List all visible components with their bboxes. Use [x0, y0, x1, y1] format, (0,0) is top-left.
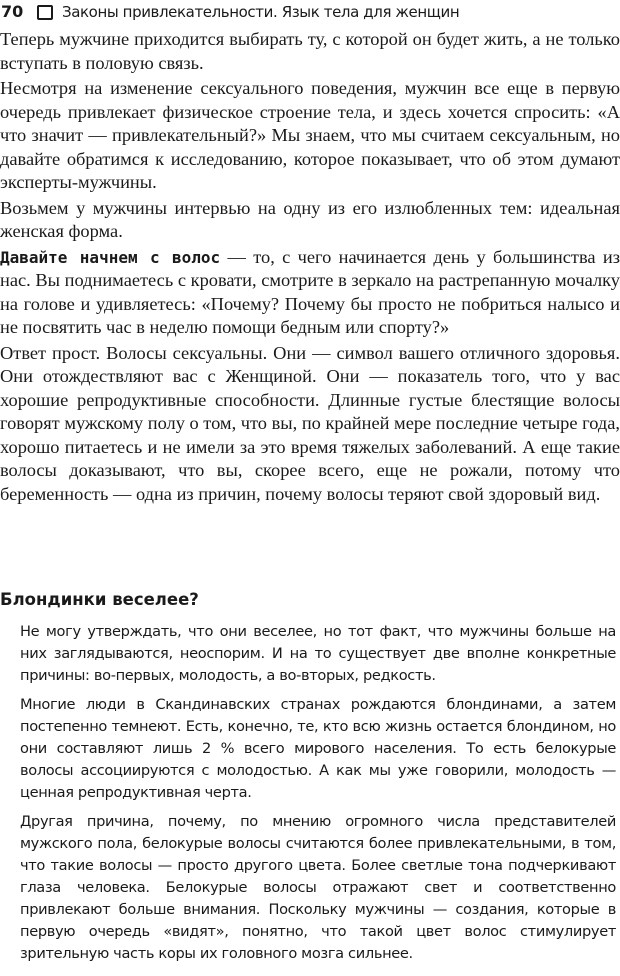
page-header [0, 0, 620, 24]
paragraph-1: Теперь мужчине приходится выбирать ту, с которой он будет жить, а не только вступать в половую связь. [0, 29, 620, 73]
paragraph-4-text: — то, с чего начинается день у большинства из нас. Вы поднимаетесь с кровати, смотрите в зеркало на растрепанную мочалку на голове и удивляетесь: «Почему? Почему бы просто не побриться налысо и не посвятить час в неделю помощи бедным или спорту?» [0, 246, 620, 337]
sidebar-paragraph-3: Другая причина, почему, по мнению огромного числа представителей мужского пола, белокурые волосы считаются более привлекательными, в том, что такие волосы — просто другого цвета. Более светлые тона подчеркивают глаза человека. Белокурые волосы отражают свет и соответственно привлекают больше внимания. Поскольку мужчины — создания, которые в первую очередь «видят», понятно, что такой цвет волос стимулирует зрительную часть коры их головного мозга сильнее. [20, 813, 616, 962]
main-text [0, 28, 620, 506]
paragraph-2: Несмотря на изменение сексуального поведения, мужчин все еще в первую очередь привлекает физическое строение тела, и здесь хочется спросить: «А что значит — привлекательный?» Мы знаем, что мы считаем сексуальным, но давайте обратимся к исследованию, которое показывает, что об этом думают эксперты-мужчины. [0, 78, 620, 192]
running-title: Законы привлекательности. Язык тела для женщин [62, 3, 460, 21]
paragraph-3: Возьмем у мужчины интервью на одну из его излюбленных тем: идеальная женская форма. [0, 197, 620, 241]
sidebar-text [20, 621, 616, 965]
sidebar-paragraph-1: Не могу утверждать, что они веселее, но тот факт, что мужчины больше на них заглядываются, неоспорим. И на то существует две вполне конкретные причины: во-первых, молодость, а во-вторых, редкость. [20, 623, 616, 684]
paragraph-4-lead: Давайте начнем с волос [0, 247, 221, 267]
paragraph-4 [0, 246, 620, 340]
sidebar-paragraph-2: Многие люди в Скандинавских странах рождаются блондинами, а затем постепенно темнеют. Есть, конечно, те, кто всю жизнь остается блондином, но они составляют лишь 2 % всего мирового населения. То есть белокурые волосы ассоциируются с молодостью. А как мы уже говорили, молодость — ценная репродуктивная черта. [20, 696, 616, 801]
page-number: 70 [1, 2, 24, 21]
checkbox-square-icon [37, 5, 53, 20]
paragraph-5: Ответ прост. Волосы сексуальны. Они — символ вашего отличного здоровья. Они отождествляют вас с Женщиной. Они — показатель того, что у вас хорошие репродуктивные способности. Длинные густые блестящие волосы говорят мужскому полу о том, что вы, по крайней мере последние четыре года, хорошо питаетесь и не имели за это время тяжелых заболеваний. А еще такие волосы доказывают, что вы, скорее всего, еще не рожали, потому что беременность — одна из причин, почему волосы теряют свой здоровый вид. [0, 342, 620, 504]
sidebar-title: Блондинки веселее? [0, 590, 199, 609]
